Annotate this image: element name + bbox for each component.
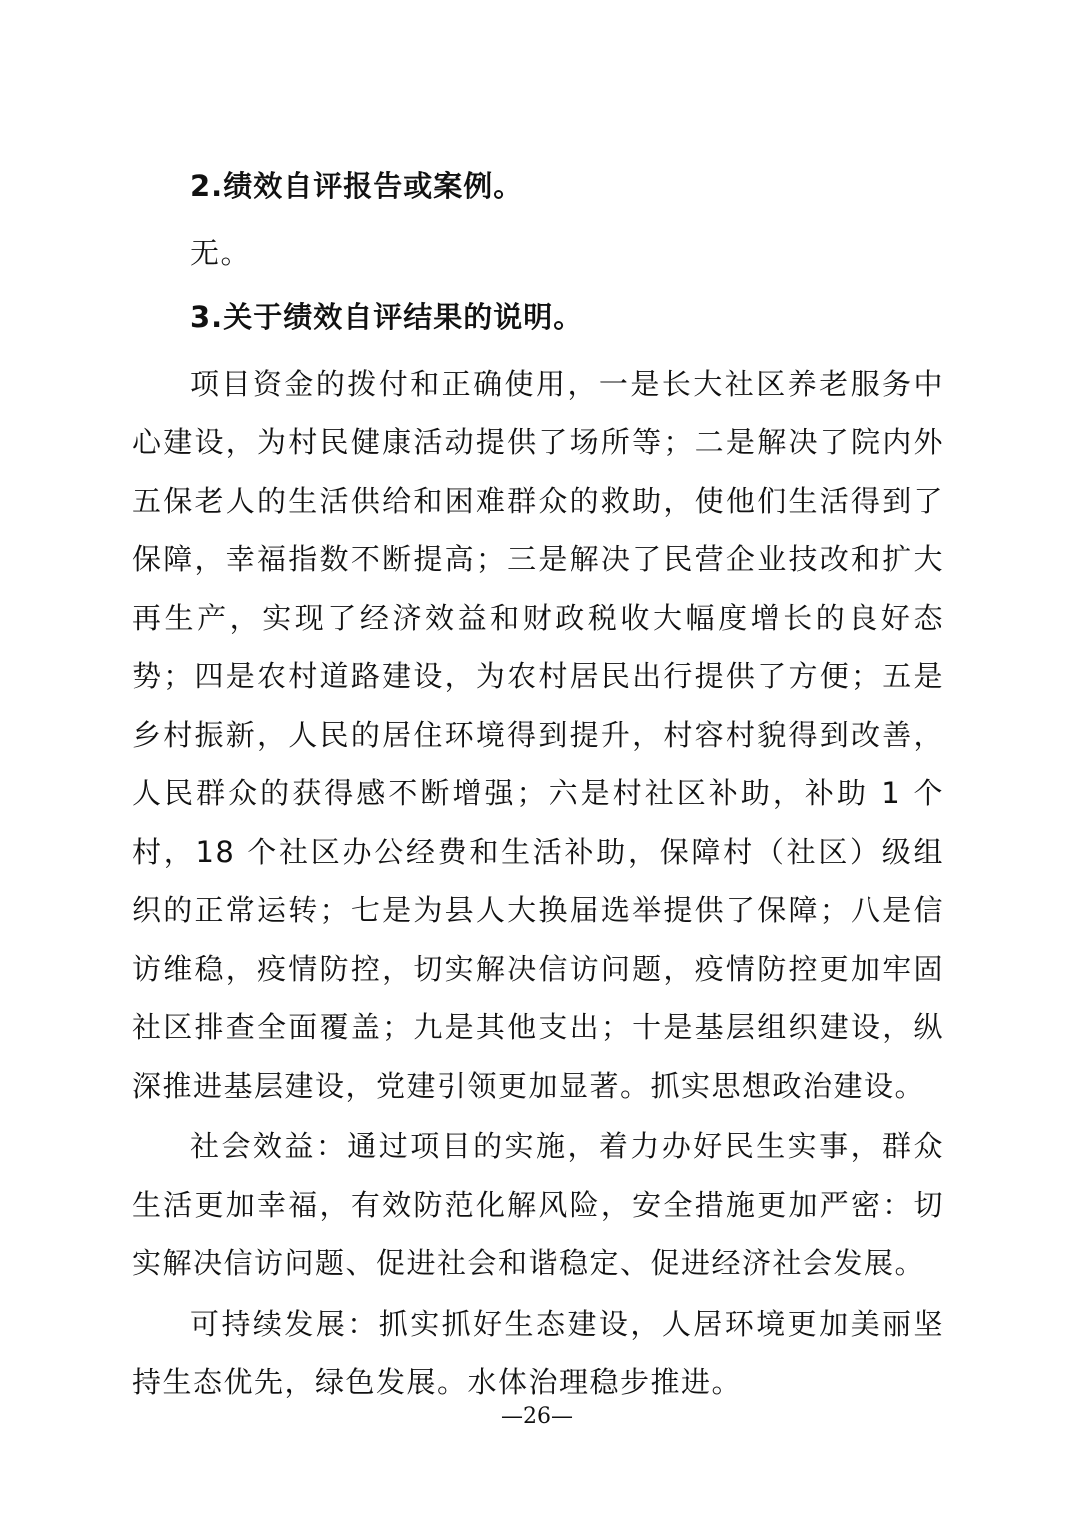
paragraph-none: 无。 <box>190 236 252 270</box>
paragraph-social-benefit: 社会效益：通过项目的实施，着力办好民生实事，群众生活更加幸福，有效防范化解风险，安全措施更加严密：切实解决信访问题、促进社会和谐稳定、促进经济社会发展。 <box>132 1129 944 1280</box>
paragraph-sustainability: 可持续发展：抓实抓好生态建设，人居环境更加美丽坚持生态优先，绿色发展。水体治理稳步推进。 <box>132 1306 944 1399</box>
section-heading-3: 3.关于绩效自评结果的说明。 <box>190 299 584 334</box>
paragraph-main: 项目资金的拨付和正确使用，一是长大社区养老服务中心建设，为村民健康活动提供了场所等；二是解决了院内外五保老人的生活供给和困难群众的救助，使他们生活得到了保障，幸福指数不断提高；三是解决了民营企业技改和扩大再生产，实现了经济效益和财政税收大幅度增长的良好态势；四是农村道路建设，为农村居民出行提供了方便；五是乡村振新，人民的居住环境得到提升，村容村貌得到改善，人民群众的获得感不断增强；六是村社区补助，补助 1 个村，18 个社区办公经费和生活补助，保障村（社区）级组织的正常运转；七是为县人大换届选举提供了保障；八是信访维稳，疫情防控，切实解决信访问题，疫情防控更加牢固社区排查全面覆盖；九是其他支出；十是基层组织建设，纵深推进基层建设，党建引领更加显著。抓实思想政治建设。 <box>132 366 944 1103</box>
section-heading-2: 2.绩效自评报告或案例。 <box>190 169 524 203</box>
page-number: —26— <box>501 1404 573 1429</box>
document-body <box>132 166 944 1412</box>
